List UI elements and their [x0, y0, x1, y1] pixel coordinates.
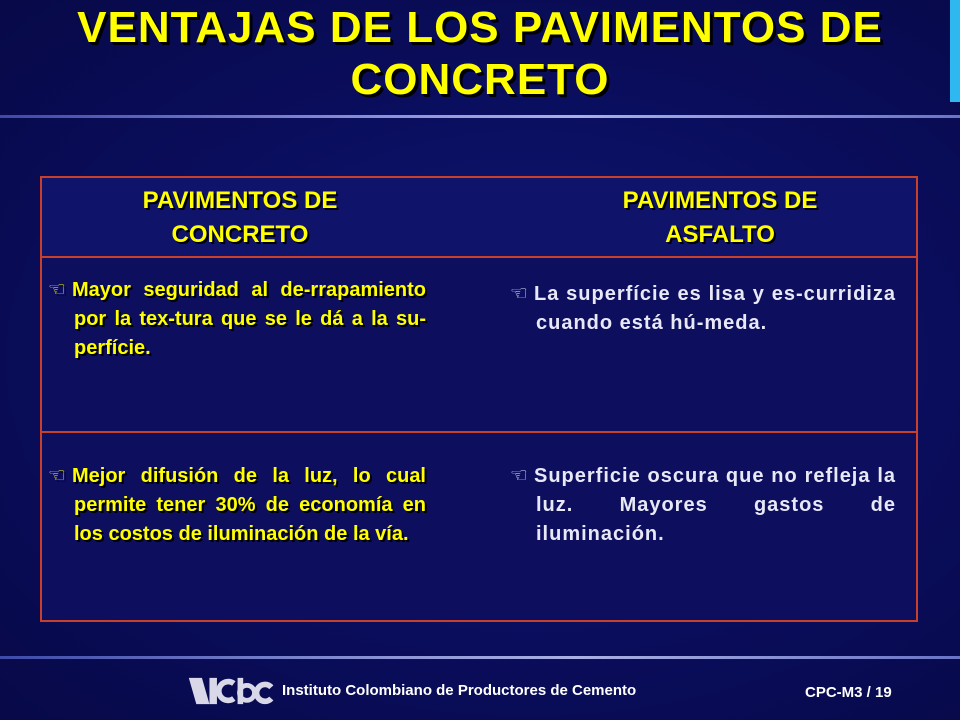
column-header-concreto-line-2: CONCRETO — [171, 221, 309, 248]
column-header-asfalto-line-2: ASFALTO — [665, 221, 775, 248]
cell-text: Superficie oscura que no refleja la luz. Mayores gastos de iluminación. — [534, 465, 896, 545]
hand-pointing-icon: ☜ — [48, 465, 66, 487]
cell-concreto-row-2 — [48, 462, 426, 549]
slide-title-line-2: CONCRETO — [350, 55, 610, 104]
column-header-concreto-line-1: PAVIMENTOS DE — [142, 187, 338, 214]
cell-text: Mayor seguridad al de-rrapamiento por la tex-tura que se le dá a la su-perfície. — [72, 279, 426, 359]
cell-text: Mejor difusión de la luz, lo cual permite tener 30% de economía en los costos de iluminación de la vía. — [72, 465, 426, 545]
header-divider — [40, 256, 918, 258]
hand-pointing-icon: ☜ — [510, 283, 529, 305]
cell-asfalto-row-1 — [510, 280, 896, 338]
cell-concreto-row-1 — [48, 276, 426, 363]
hand-pointing-icon: ☜ — [510, 465, 529, 487]
organization-name: Instituto Colombiano de Productores de Cemento — [282, 682, 637, 699]
column-header-asfalto-line-1: PAVIMENTOS DE — [622, 187, 818, 214]
slide-code: CPC-M3 / 19 — [805, 684, 892, 701]
bottom-divider — [0, 656, 960, 659]
column-header-concreto — [60, 184, 420, 252]
hand-pointing-icon: ☜ — [48, 279, 66, 301]
column-header-asfalto — [520, 184, 920, 252]
cell-text: La superfície es lisa y es-curridiza cuando está hú-meda. — [534, 283, 896, 334]
top-divider — [0, 115, 960, 118]
icpc-logo — [186, 676, 276, 706]
row-divider — [40, 431, 918, 433]
slide-title-line-1: VENTAJAS DE LOS PAVIMENTOS DE — [77, 3, 883, 52]
cell-asfalto-row-2 — [510, 462, 896, 549]
slide-title — [0, 2, 960, 106]
